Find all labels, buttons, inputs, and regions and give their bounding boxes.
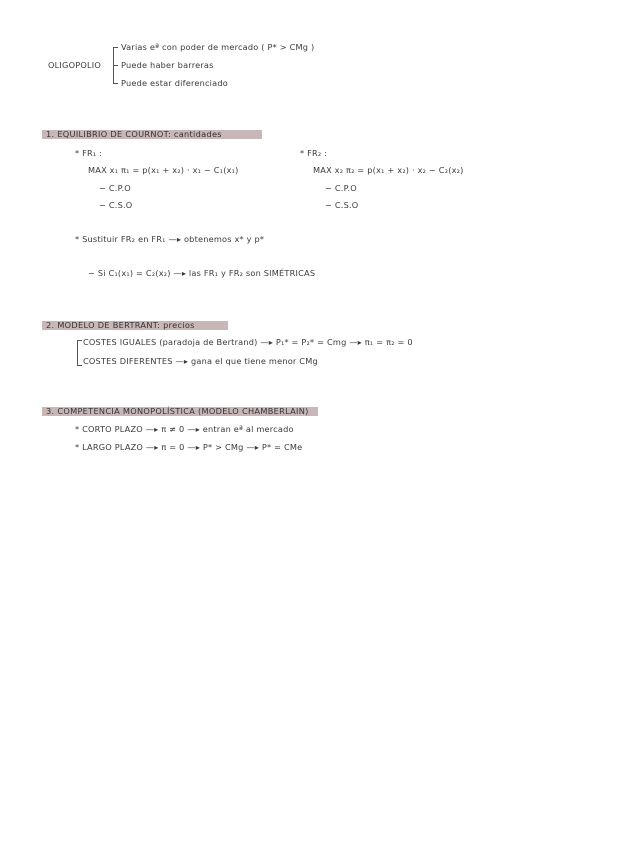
bracket-tick	[113, 83, 118, 84]
oligopolio-label: OLIGOPOLIO	[48, 60, 102, 70]
fr2-cpo: − C.P.O	[325, 183, 357, 193]
monopolistica-heading-highlight	[42, 407, 318, 416]
bracket-tick	[113, 47, 118, 48]
fr2-max: MAX x₂ π₂ = p(x₁ + x₂) · x₂ − C₂(x₂)	[313, 165, 464, 175]
monopolistica-heading: 3. COMPETENCIA MONOPOLÍSTICA (MODELO CHAMBERLAIN)	[46, 406, 309, 416]
bertrand-heading: 2. MODELO DE BERTRANT: precios	[46, 320, 195, 330]
bracket-tick	[77, 340, 82, 341]
bracket-tick	[77, 365, 82, 366]
oligopolio-item: Varias eª con poder de mercado ( P* > CMg )	[121, 42, 315, 52]
bertrand-bracket	[77, 340, 78, 365]
oligopolio-item: Puede estar diferenciado	[121, 78, 228, 88]
fr1-cpo: − C.P.O	[99, 183, 131, 193]
fr1-label: * FR₁ :	[75, 148, 103, 158]
bracket-tick	[113, 65, 118, 66]
cournot-simetricas: − Si C₁(x₁) = C₂(x₂) —▸ las FR₁ y FR₂ son SIMÉTRICAS	[88, 268, 316, 278]
monopolistica-item: * LARGO PLAZO —▸ π = 0 —▸ P* > CMg —▸ P* = CMe	[75, 442, 303, 452]
bertrand-item: COSTES DIFERENTES —▸ gana el que tiene menor CMg	[83, 356, 318, 366]
fr2-cso: − C.S.O	[325, 200, 359, 210]
oligopolio-item: Puede haber barreras	[121, 60, 214, 70]
monopolistica-item: * CORTO PLAZO —▸ π ≠ 0 —▸ entran eª al mercado	[75, 424, 294, 434]
fr2-label: * FR₂ :	[300, 148, 328, 158]
cournot-heading: 1. EQUILIBRIO DE COURNOT: cantidades	[46, 129, 222, 139]
bertrand-item: COSTES IGUALES (paradoja de Bertrand) —▸ P₁* = P₂* = Cmg —▸ π₁ = π₂ = 0	[83, 337, 413, 347]
bertrand-heading-highlight	[42, 321, 228, 330]
cournot-heading-highlight	[42, 130, 262, 139]
cournot-sustituir: * Sustituir FR₂ en FR₁ —▸ obtenemos x* y p*	[75, 234, 265, 244]
fr1-max: MAX x₁ π₁ = p(x₁ + x₂) · x₁ − C₁(x₁)	[88, 165, 239, 175]
fr1-cso: − C.S.O	[99, 200, 133, 210]
